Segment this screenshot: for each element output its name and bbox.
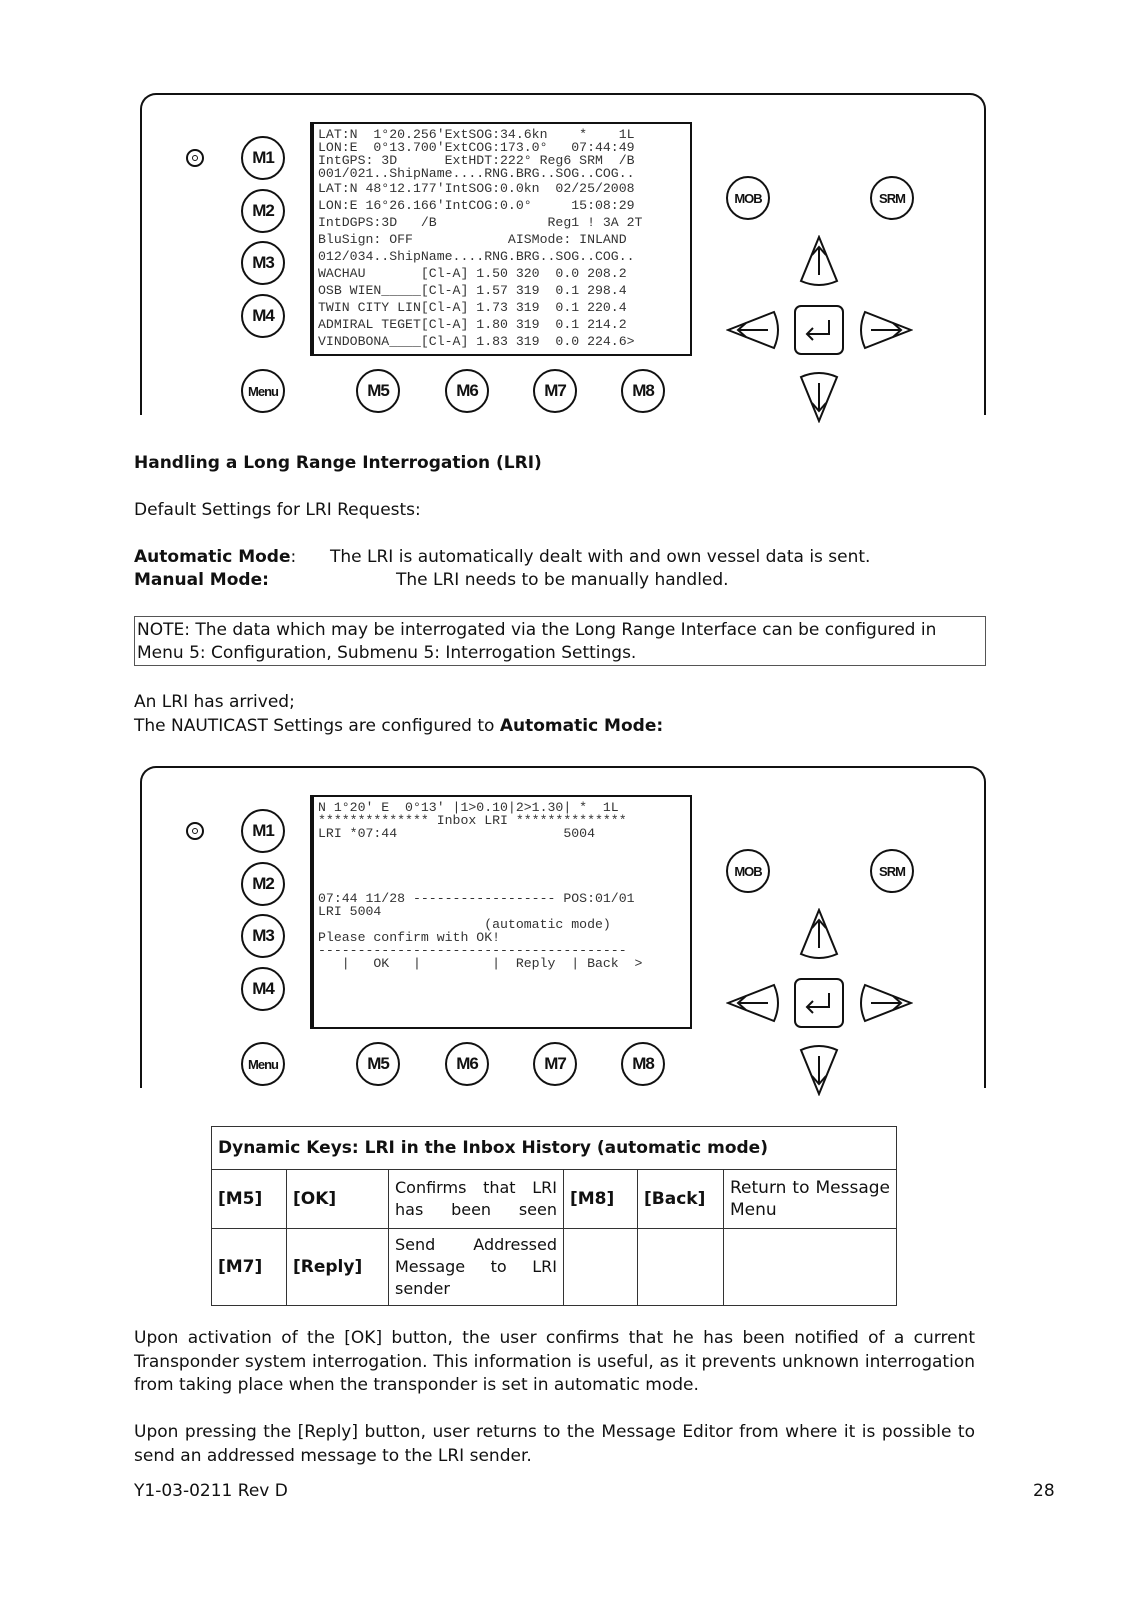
automatic-mode-text: The LRI is automatically dealt with and own vessel data is sent. [330, 547, 871, 567]
paragraph-reply: Upon pressing the [Reply] button, user returns to the Message Editor from where it is possible to send an addressed message to the LRI sender. [134, 1422, 975, 1466]
screen-line [318, 866, 690, 879]
key-m2[interactable]: M2 [241, 862, 285, 906]
screen-line: (automatic mode) [318, 917, 611, 932]
arrow-right-icon[interactable] [857, 976, 913, 1030]
arrow-down-icon[interactable] [799, 1042, 839, 1096]
configured-text [134, 716, 663, 736]
table-row [212, 1229, 897, 1306]
device-panel-inbox-lri [0, 766, 1132, 1106]
screen-line: LON:E 0°13.700'ExtCOG:173.0° 07:44:49 [318, 140, 635, 155]
arrow-left-icon[interactable] [726, 976, 782, 1030]
key-m6[interactable]: M6 [445, 1042, 489, 1086]
colon: : [290, 547, 297, 567]
arrow-left-icon[interactable] [726, 303, 782, 357]
key-mob[interactable]: MOB [726, 176, 770, 220]
arrow-enter-icon[interactable] [793, 977, 845, 1029]
screen-line: LAT:N 1°20.256'ExtSOG:34.6kn * 1L [318, 127, 635, 142]
screen-line: IntDGPS:3D /B Reg1 ! 3A 2T [318, 215, 643, 230]
screen-line: WACHAU [Cl-A] 1.50 320 0.0 208.2 [318, 266, 627, 281]
screen-line [318, 853, 690, 866]
key-m7[interactable]: M7 [533, 369, 577, 413]
arrow-enter-icon[interactable] [793, 304, 845, 356]
screen-line: LRI 5004 [318, 904, 382, 919]
key-m4[interactable]: M4 [241, 294, 285, 338]
configured-prefix: The NAUTICAST Settings are configured to [134, 716, 500, 736]
label-cell: [Back] [638, 1170, 724, 1229]
power-indicator-icon [186, 822, 204, 840]
screen-line: 001/021..ShipName....RNG.BRG..SOG..COG.. [318, 166, 635, 181]
screen-line: LAT:N 48°12.177'IntSOG:0.0kn 02/25/2008 [318, 181, 635, 196]
key-srm[interactable]: SRM [870, 176, 914, 220]
screen-line: IntGPS: 3D ExtHDT:222° Reg6 SRM /B [318, 153, 635, 168]
manual-mode-text: The LRI needs to be manually handled. [396, 570, 729, 590]
key-cell: [M8] [564, 1170, 638, 1229]
screen-line: --------------------------------------- [318, 943, 627, 958]
key-m6[interactable]: M6 [445, 369, 489, 413]
note-box: NOTE: The data which may be interrogated via the Long Range Interface can be configured in Menu 5: Configuration, Submenu 5: Interrogation Settings. [134, 616, 986, 666]
desc-cell: Send Addressed Message to LRI sender [389, 1229, 564, 1306]
screen-line: ************** Inbox LRI ************** [318, 813, 627, 828]
arrow-up-icon[interactable] [799, 235, 839, 289]
dynamic-keys-table [211, 1126, 897, 1306]
screen-line [318, 840, 690, 853]
desc-cell [724, 1229, 897, 1306]
screen-line: LRI *07:44 5004 [318, 826, 595, 841]
key-m4[interactable]: M4 [241, 967, 285, 1011]
table-row [212, 1170, 897, 1229]
power-indicator-icon [186, 149, 204, 167]
key-m8[interactable]: M8 [621, 1042, 665, 1086]
manual-mode-label: Manual Mode: [134, 570, 269, 590]
key-menu[interactable]: Menu [241, 369, 285, 413]
screen-line: TWIN CITY LIN[Cl-A] 1.73 319 0.1 220.4 [318, 300, 627, 315]
screen-line: BluSign: OFF AISMode: INLAND [318, 232, 627, 247]
screen-line: ADMIRAL TEGET[Cl-A] 1.80 319 0.1 214.2 [318, 317, 627, 332]
screen-line: LON:E 16°26.166'IntCOG:0.0° 15:08:29 [318, 198, 635, 213]
screen-line: Please confirm with OK! [318, 930, 501, 945]
desc-cell: Return to Message Menu [724, 1170, 897, 1229]
lri-arrived-text: An LRI has arrived; [134, 692, 295, 712]
key-m3[interactable]: M3 [241, 914, 285, 958]
key-srm[interactable]: SRM [870, 849, 914, 893]
key-menu[interactable]: Menu [241, 1042, 285, 1086]
section-heading: Handling a Long Range Interrogation (LRI) [134, 453, 542, 473]
lcd-screen [310, 122, 692, 356]
label-cell: [OK] [287, 1170, 389, 1229]
key-cell [564, 1229, 638, 1306]
key-m3[interactable]: M3 [241, 241, 285, 285]
key-m7[interactable]: M7 [533, 1042, 577, 1086]
automatic-mode-line [134, 547, 296, 567]
key-cell: [M5] [212, 1170, 287, 1229]
key-m2[interactable]: M2 [241, 189, 285, 233]
key-m5[interactable]: M5 [356, 369, 400, 413]
key-m8[interactable]: M8 [621, 369, 665, 413]
screen-line: VINDOBONA____[Cl-A] 1.83 319 0.0 224.6> [318, 334, 635, 349]
automatic-mode-label: Automatic Mode [134, 547, 291, 567]
key-m1[interactable]: M1 [241, 136, 285, 180]
screen-line: | OK | | Reply | Back > [318, 956, 643, 971]
key-mob[interactable]: MOB [726, 849, 770, 893]
screen-line: N 1°20' E 0°13' |1>0.10|2>1.30| * 1L [318, 800, 619, 815]
label-cell: [Reply] [287, 1229, 389, 1306]
key-m5[interactable]: M5 [356, 1042, 400, 1086]
defaults-text: Default Settings for LRI Requests: [134, 500, 421, 520]
key-m1[interactable]: M1 [241, 809, 285, 853]
arrow-right-icon[interactable] [857, 303, 913, 357]
screen-line: OSB WIEN_____[Cl-A] 1.57 319 0.1 298.4 [318, 283, 627, 298]
paragraph-ok: Upon activation of the [OK] button, the user confirms that he has been notified of a current Transponder system interrogation. This information is useful, as it prevents unknown interrogation from taking place when the transponder is set in automatic mode. [134, 1328, 975, 1395]
lcd-screen [310, 795, 692, 1029]
table-title: Dynamic Keys: LRI in the Inbox History (automatic mode) [212, 1127, 897, 1170]
configured-mode: Automatic Mode: [499, 716, 664, 736]
desc-cell: Confirms that LRI has been seen [389, 1170, 564, 1229]
arrow-down-icon[interactable] [799, 369, 839, 423]
document-id: Y1-03-0211 Rev D [134, 1481, 288, 1501]
screen-line: 07:44 11/28 ------------------ POS:01/01 [318, 891, 635, 906]
label-cell [638, 1229, 724, 1306]
page-number: 28 [1033, 1481, 1055, 1501]
screen-line: 012/034..ShipName....RNG.BRG..SOG..COG.. [318, 249, 635, 264]
arrow-up-icon[interactable] [799, 908, 839, 962]
key-cell: [M7] [212, 1229, 287, 1306]
device-panel-ship-list [0, 93, 1132, 433]
